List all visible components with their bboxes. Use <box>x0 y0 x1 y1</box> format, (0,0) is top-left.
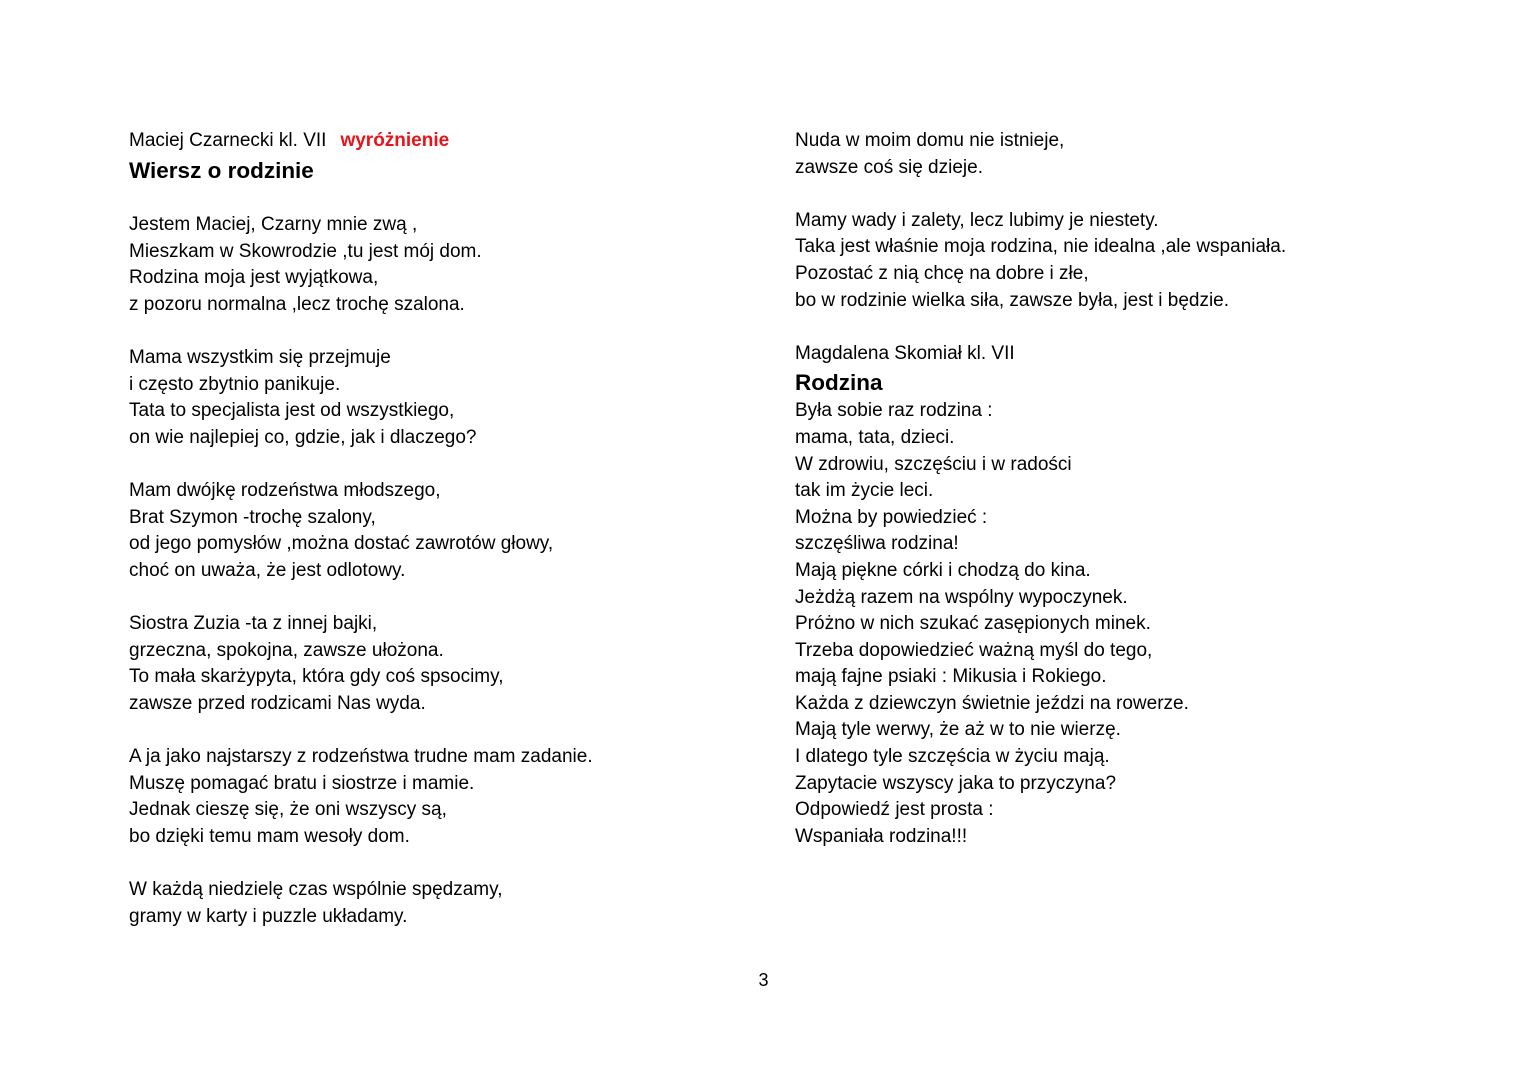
poem-line: Zapytacie wszyscy jaka to przyczyna? <box>795 772 1117 794</box>
poem-line: Każda z dziewczyn świetnie jeździ na rowerze. <box>795 692 1189 714</box>
poem-line: W każdą niedzielę czas wspólnie spędzamy, <box>129 879 503 901</box>
poem2-body <box>795 398 1455 850</box>
poem-line: grzeczna, spokojna, zawsze ułożona. <box>129 639 444 661</box>
poem-line: Siostra Zuzia -ta z innej bajki, <box>129 613 378 635</box>
poem-line: Mam dwójkę rodzeństwa młodszego, <box>129 480 441 502</box>
poem1-stanza-5 <box>129 744 729 850</box>
poem-line: Próżno w nich szukać zasępionych minek. <box>795 613 1151 635</box>
poem-line: Pozostać z nią chcę na dobre i złe, <box>795 262 1089 284</box>
poem-line: Nuda w moim domu nie istnieje, <box>795 130 1065 151</box>
poem-line: gramy w karty i puzzle układamy. <box>129 905 408 927</box>
poem-line: on wie najlepiej co, gdzie, jak i dlaczego? <box>129 426 477 448</box>
poem1-stanza-6 <box>129 877 729 930</box>
poem-line: Odpowiedź jest prosta : <box>795 799 994 821</box>
poem-line: Mieszkam w Skowrodzie ,tu jest mój dom. <box>129 240 482 262</box>
poem1-award: wyróżnienie <box>340 130 450 151</box>
poem1-stanza-3 <box>129 478 729 584</box>
poem-line: To mała skarżypyta, która gdy coś spsocimy, <box>129 666 504 688</box>
poem-line: mają fajne psiaki : Mikusia i Rokiego. <box>795 666 1107 688</box>
poem-line: Rodzina moja jest wyjątkowa, <box>129 267 379 289</box>
poem-line: Mamy wady i zalety, lecz lubimy je niestety. <box>795 209 1159 231</box>
poem-line: Brat Szymon -trochę szalony, <box>129 506 376 528</box>
poem-line: od jego pomysłów ,można dostać zawrotów głowy, <box>129 533 554 555</box>
poem2-title: Rodzina <box>795 370 883 396</box>
page-number: 3 <box>758 970 769 990</box>
poem-line: Jednak cieszę się, że oni wszyscy są, <box>129 799 447 821</box>
poem1-title: Wiersz o rodzinie <box>129 157 314 183</box>
poem-line: mama, tata, dzieci. <box>795 426 955 448</box>
poem-line: Jeżdżą razem na wspólny wypoczynek. <box>795 586 1128 608</box>
poem-line: Mają tyle werwy, że aż w to nie wierzę. <box>795 719 1121 741</box>
poem-line: Tata to specjalista jest od wszystkiego, <box>129 400 455 422</box>
poem1-stanza-4 <box>129 611 729 717</box>
poem-line: Taka jest właśnie moja rodzina, nie idealna ,ale wspaniała. <box>795 236 1287 258</box>
poem-line: tak im życie leci. <box>795 480 934 502</box>
right-column <box>795 128 1455 850</box>
poem-line: Mama wszystkim się przejmuje <box>129 347 391 369</box>
poem-line: i często zbytnio panikuje. <box>129 373 341 395</box>
poem1-stanza-8 <box>795 208 1455 314</box>
poem2-author: Magdalena Skomiał kl. VII <box>795 342 1015 364</box>
poem-line: bo w rodzinie wielka siła, zawsze była, jest i będzie. <box>795 289 1230 311</box>
poem-line: Muszę pomagać bratu i siostrze i mamie. <box>129 772 475 794</box>
poem-line: bo dzięki temu mam wesoły dom. <box>129 825 410 847</box>
poem-line: zawsze coś się dzieje. <box>795 156 983 178</box>
poem1-stanza-2 <box>129 345 729 451</box>
poem-line: Jestem Maciej, Czarny mnie zwą , <box>129 214 418 236</box>
poem-line: I dlatego tyle szczęścia w życiu mają. <box>795 746 1110 768</box>
poem-line: zawsze przed rodzicami Nas wyda. <box>129 692 426 714</box>
poem-line: choć on uważa, że jest odlotowy. <box>129 559 406 581</box>
poem-line: Można by powiedzieć : <box>795 506 988 528</box>
poem1-byline <box>129 128 729 155</box>
poem-line: Wspaniała rodzina!!! <box>795 825 968 847</box>
poem-line: A ja jako najstarszy z rodzeństwa trudne mam zadanie. <box>129 746 593 768</box>
poem-line: W zdrowiu, szczęściu i w radości <box>795 453 1072 475</box>
poem-line: Mają piękne córki i chodzą do kina. <box>795 559 1091 581</box>
poem1-stanza-1 <box>129 212 729 318</box>
poem-line: szczęśliwa rodzina! <box>795 533 959 555</box>
poem1-author: Maciej Czarnecki kl. VII <box>129 130 327 151</box>
left-column <box>129 128 729 930</box>
poem-line: Była sobie raz rodzina : <box>795 400 993 422</box>
poem-line: z pozoru normalna ,lecz trochę szalona. <box>129 293 465 315</box>
poem-line: Trzeba dopowiedzieć ważną myśl do tego, <box>795 639 1153 661</box>
poem1-stanza-7 <box>795 128 1455 181</box>
